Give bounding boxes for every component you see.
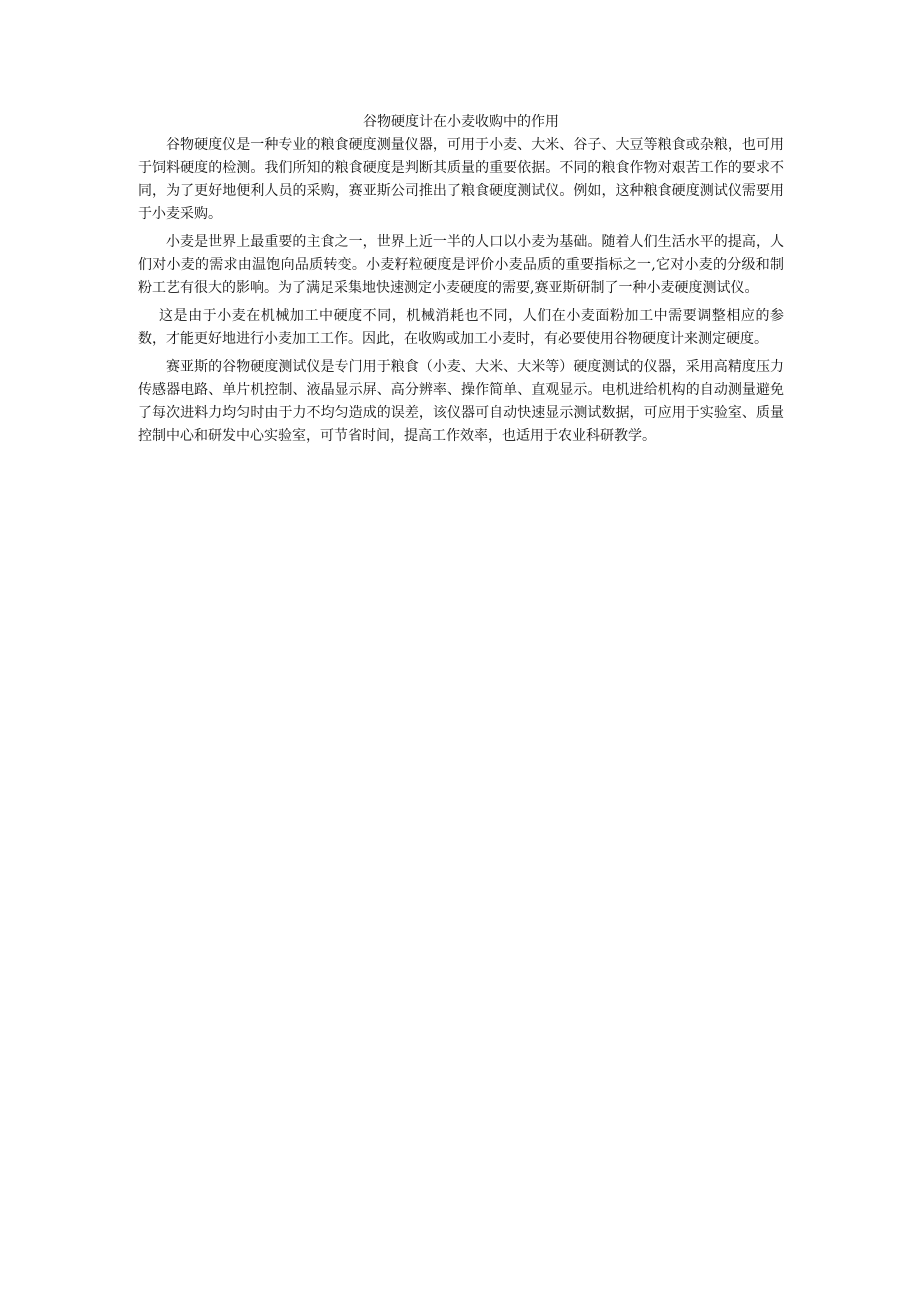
document-page — [138, 112, 784, 453]
paragraph-instrument: 赛亚斯的谷物硬度测试仪是专门用于粮食（小麦、大米、大米等）硬度测试的仪器，采用高精度压力传感器电路、单片机控制、液晶显示屏、高分辨率、操作简单、直观显示。电机进给机构的自动测量避免了每次进料力均匀时由于力不均匀造成的误差，该仪器可自动快速显示测试数据，可应用于实验室、质量控制中心和研发中心实验室，可节省时间，提高工作效率，也适用于农业科研教学。 — [138, 359, 784, 444]
paragraph-intro: 谷物硬度仪是一种专业的粮食硬度测量仪器，可用于小麦、大米、谷子、大豆等粮食或杂粮，也可用于饲料硬度的检测。我们所知的粮食硬度是判断其质量的重要依据。不同的粮食作物对艰苦工作的要求不同，为了更好地便利人员的采购，赛亚斯公司推出了粮食硬度测试仪。例如，这种粮食硬度测试仪需要用于小麦采购。 — [138, 137, 784, 222]
document-title: 谷物硬度计在小麦收购中的作用 — [363, 114, 559, 130]
paragraph-wheat-importance: 小麦是世界上最重要的主食之一，世界上近一半的人口以小麦为基础。随着人们生活水平的提高，人们对小麦的需求由温饱向品质转变。小麦籽粒硬度是评价小麦品质的重要指标之一,它对小麦的分级和制粉工艺有很大的影响。为了满足采集地快速测定小麦硬度的需要,赛亚斯研制了一种小麦硬度测试仪。 — [138, 234, 784, 296]
paragraph-processing: 这是由于小麦在机械加工中硬度不同，机械消耗也不同，人们在小麦面粉加工中需要调整相应的参数，才能更好地进行小麦加工工作。因此，在收购或加工小麦时，有必要使用谷物硬度计来测定硬度。 — [138, 308, 784, 347]
